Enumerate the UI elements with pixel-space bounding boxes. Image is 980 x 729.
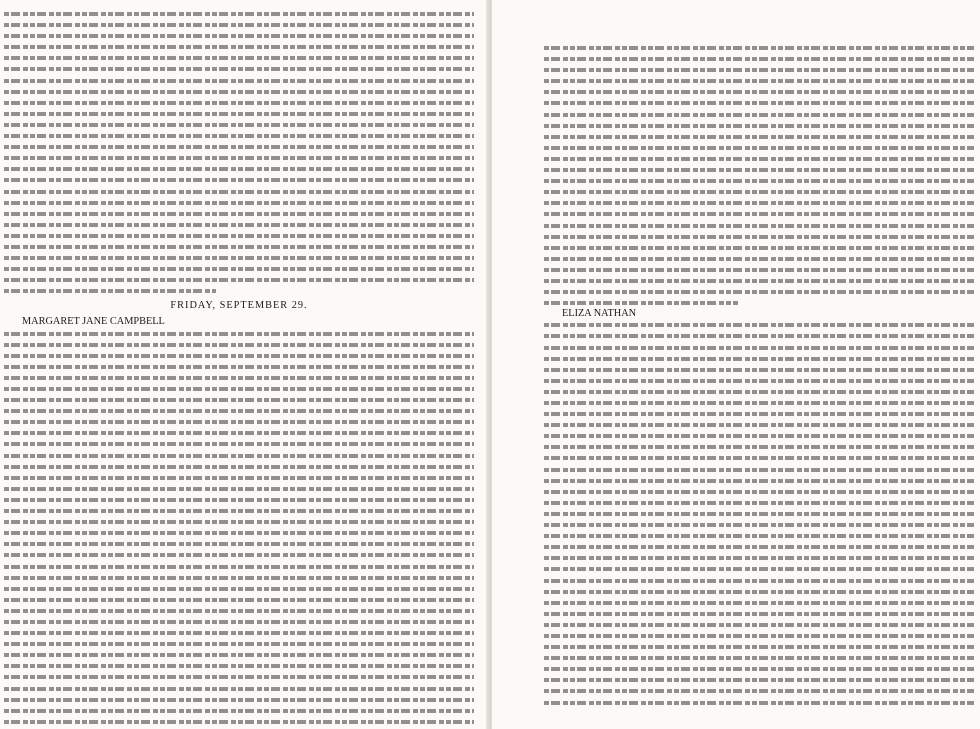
text-line bbox=[4, 538, 474, 549]
text-line bbox=[4, 219, 474, 230]
text-line bbox=[4, 108, 474, 119]
text-line bbox=[544, 319, 974, 330]
text-line bbox=[544, 97, 974, 108]
text-line bbox=[4, 274, 474, 285]
text-line bbox=[544, 586, 974, 597]
text-line bbox=[4, 63, 474, 74]
text-line bbox=[4, 660, 474, 671]
text-line bbox=[4, 86, 474, 97]
text-line bbox=[544, 164, 974, 175]
text-line bbox=[4, 427, 474, 438]
text-line bbox=[4, 285, 474, 296]
date-heading: FRIDAY, SEPTEMBER 29. bbox=[170, 300, 308, 312]
text-line bbox=[544, 64, 974, 75]
text-line bbox=[4, 461, 474, 472]
text-line bbox=[544, 597, 974, 608]
text-line bbox=[544, 630, 974, 641]
right-page bbox=[492, 0, 980, 729]
text-line bbox=[544, 375, 974, 386]
text-line bbox=[544, 197, 974, 208]
text-line bbox=[4, 683, 474, 694]
text-line bbox=[4, 483, 474, 494]
text-line bbox=[544, 42, 974, 53]
text-line bbox=[544, 486, 974, 497]
text-line bbox=[4, 208, 474, 219]
text-line bbox=[544, 275, 974, 286]
text-line bbox=[544, 419, 974, 430]
text-line bbox=[4, 197, 474, 208]
text-line bbox=[4, 52, 474, 63]
text-line bbox=[4, 405, 474, 416]
text-line bbox=[544, 175, 974, 186]
text-line bbox=[544, 608, 974, 619]
text-line bbox=[4, 75, 474, 86]
text-line bbox=[4, 163, 474, 174]
text-line bbox=[4, 605, 474, 616]
text-line bbox=[4, 561, 474, 572]
text-line bbox=[544, 619, 974, 630]
text-line bbox=[544, 231, 974, 242]
text-line bbox=[4, 328, 474, 339]
text-line bbox=[544, 552, 974, 563]
text-line bbox=[4, 438, 474, 449]
text-line bbox=[544, 408, 974, 419]
text-line bbox=[544, 697, 974, 708]
text-line bbox=[4, 583, 474, 594]
text-line bbox=[544, 441, 974, 452]
text-line bbox=[4, 141, 474, 152]
text-line bbox=[4, 394, 474, 405]
text-line bbox=[4, 174, 474, 185]
text-line bbox=[4, 361, 474, 372]
text-line bbox=[4, 41, 474, 52]
text-line bbox=[544, 86, 974, 97]
text-line bbox=[544, 220, 974, 231]
left-text-block-top bbox=[4, 8, 474, 296]
text-line bbox=[4, 8, 474, 19]
text-line bbox=[544, 464, 974, 475]
right-text-block-bottom bbox=[544, 319, 974, 707]
text-line bbox=[544, 575, 974, 586]
text-line bbox=[4, 616, 474, 627]
text-line bbox=[544, 541, 974, 552]
text-line bbox=[4, 152, 474, 163]
text-line bbox=[544, 475, 974, 486]
text-line bbox=[4, 671, 474, 682]
text-line bbox=[544, 264, 974, 275]
text-line bbox=[544, 674, 974, 685]
section-lead-nathan: ELIZA NATHAN bbox=[562, 308, 637, 320]
text-line bbox=[544, 353, 974, 364]
left-text-block-bottom bbox=[4, 328, 474, 729]
text-line bbox=[544, 663, 974, 674]
text-line bbox=[544, 364, 974, 375]
text-line bbox=[544, 286, 974, 297]
text-line bbox=[544, 109, 974, 120]
text-line bbox=[544, 641, 974, 652]
section-lead-campbell: MARGARET JANE CAMPBELL bbox=[22, 316, 165, 328]
text-line bbox=[4, 97, 474, 108]
text-line bbox=[4, 450, 474, 461]
text-line bbox=[544, 75, 974, 86]
text-line bbox=[544, 519, 974, 530]
text-line bbox=[4, 694, 474, 705]
text-line bbox=[544, 508, 974, 519]
text-line bbox=[4, 527, 474, 538]
text-line bbox=[4, 241, 474, 252]
text-line bbox=[544, 142, 974, 153]
text-line bbox=[544, 530, 974, 541]
text-line bbox=[4, 549, 474, 560]
text-line bbox=[4, 516, 474, 527]
text-line bbox=[4, 638, 474, 649]
text-line bbox=[544, 208, 974, 219]
text-line bbox=[4, 416, 474, 427]
text-line bbox=[4, 649, 474, 660]
text-line bbox=[4, 339, 474, 350]
text-line bbox=[4, 472, 474, 483]
text-line bbox=[4, 372, 474, 383]
text-line bbox=[544, 242, 974, 253]
text-line bbox=[544, 53, 974, 64]
text-line bbox=[4, 130, 474, 141]
text-line bbox=[4, 263, 474, 274]
left-page bbox=[0, 0, 488, 729]
text-line bbox=[4, 19, 474, 30]
text-line bbox=[4, 594, 474, 605]
text-line bbox=[544, 430, 974, 441]
text-line bbox=[4, 505, 474, 516]
right-page-column bbox=[544, 42, 974, 721]
text-line bbox=[544, 330, 974, 341]
text-line bbox=[544, 386, 974, 397]
text-line bbox=[4, 494, 474, 505]
text-line bbox=[544, 253, 974, 264]
text-line bbox=[4, 119, 474, 130]
text-line bbox=[4, 230, 474, 241]
text-line bbox=[544, 342, 974, 353]
text-line bbox=[4, 383, 474, 394]
text-line bbox=[544, 497, 974, 508]
text-line bbox=[4, 572, 474, 583]
text-line bbox=[544, 131, 974, 142]
text-line bbox=[4, 252, 474, 263]
text-line bbox=[544, 186, 974, 197]
text-line bbox=[4, 186, 474, 197]
text-line bbox=[4, 30, 474, 41]
text-line bbox=[4, 705, 474, 716]
text-line bbox=[544, 397, 974, 408]
text-line bbox=[544, 153, 974, 164]
text-line bbox=[544, 452, 974, 463]
text-line bbox=[544, 297, 974, 308]
text-line bbox=[4, 627, 474, 638]
text-line bbox=[544, 563, 974, 574]
text-line bbox=[544, 652, 974, 663]
left-page-column bbox=[4, 8, 474, 721]
text-line bbox=[4, 716, 474, 727]
text-line bbox=[4, 350, 474, 361]
right-text-block-top bbox=[544, 42, 974, 308]
text-line bbox=[544, 685, 974, 696]
text-line bbox=[544, 120, 974, 131]
